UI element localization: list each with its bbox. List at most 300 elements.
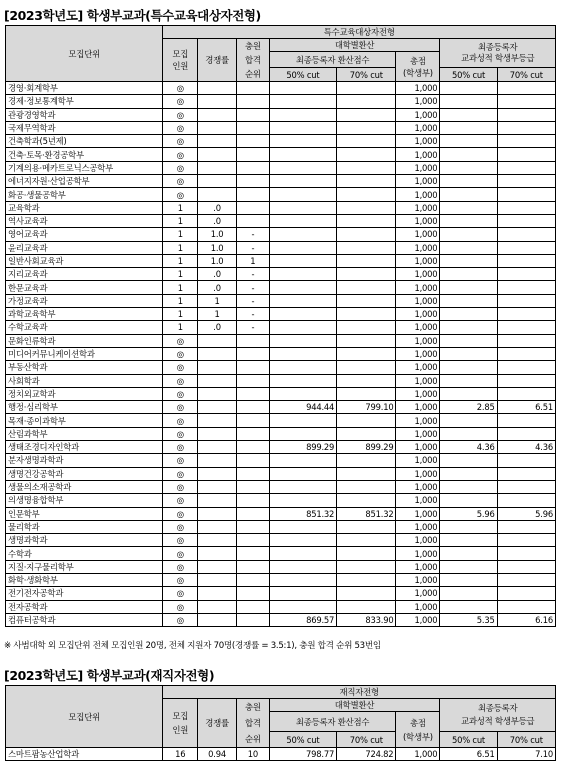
table-row [6, 454, 556, 467]
unit-cell: 부동산학과 [6, 361, 163, 374]
final-cut70-cell [497, 520, 555, 533]
total-cell: 1,000 [396, 494, 440, 507]
rank-cell [237, 454, 270, 467]
ratio-cell [198, 467, 237, 480]
unit-cell: 스마트팜농산업학과 [6, 748, 163, 761]
converted-cut50-cell [269, 347, 336, 360]
unit-cell: 인문학부 [6, 507, 163, 520]
rank-cell [237, 82, 270, 95]
header-converted: 대학별환산 [269, 39, 440, 52]
ratio-cell: 1 [198, 294, 237, 307]
rank-cell [237, 201, 270, 214]
table-row [6, 214, 556, 227]
quota-cell: ◎ [163, 347, 198, 360]
rank-cell [237, 494, 270, 507]
unit-cell: 산림과학부 [6, 427, 163, 440]
header-cut70: 70% cut [337, 68, 396, 82]
table-row [6, 135, 556, 148]
final-cut50-cell [440, 361, 497, 374]
header-total-sub: (학생부) [402, 731, 433, 742]
header-final-sub: 교과성적 학생부등급 [460, 53, 535, 63]
header-ratio: 경쟁률 [198, 39, 237, 82]
quota-cell: 16 [163, 748, 198, 761]
final-cut50-cell [440, 427, 497, 440]
unit-cell: 사회학과 [6, 374, 163, 387]
total-cell: 1,000 [396, 294, 440, 307]
final-cut50-cell: 5.96 [440, 507, 497, 520]
final-cut70-cell [497, 268, 555, 281]
rank-cell [237, 347, 270, 360]
final-cut50-cell [440, 214, 497, 227]
final-cut70-cell [497, 600, 555, 613]
converted-cut50-cell [269, 321, 336, 334]
ratio-cell: 1.0 [198, 228, 237, 241]
header-cut50: 50% cut [269, 68, 336, 82]
table-row [6, 441, 556, 454]
ratio-cell: 0.94 [198, 748, 237, 761]
converted-cut50-cell [269, 600, 336, 613]
converted-cut70-cell [337, 175, 396, 188]
table-row [6, 613, 556, 626]
final-cut50-cell: 6.51 [440, 748, 497, 761]
ratio-cell [198, 427, 237, 440]
header-quota: 모집 인원 [163, 699, 198, 748]
ratio-cell [198, 520, 237, 533]
converted-cut50-cell [269, 534, 336, 547]
header-group: 재직자전형 [163, 686, 556, 699]
unit-cell: 행정·심리학부 [6, 401, 163, 414]
header-unit: 모집단위 [6, 26, 163, 82]
converted-cut70-cell [337, 121, 396, 134]
rank-cell [237, 547, 270, 560]
final-cut50-cell [440, 347, 497, 360]
converted-cut50-cell [269, 467, 336, 480]
ratio-cell [198, 414, 237, 427]
rank-cell [237, 587, 270, 600]
header-quota: 모집 인원 [163, 39, 198, 82]
final-cut50-cell [440, 374, 497, 387]
final-cut50-cell [440, 254, 497, 267]
final-cut70-cell [497, 241, 555, 254]
rank-cell [237, 374, 270, 387]
final-cut70-cell [497, 587, 555, 600]
rank-cell: - [237, 321, 270, 334]
table-row [6, 507, 556, 520]
converted-cut70-cell: 799.10 [337, 401, 396, 414]
converted-cut70-cell [337, 135, 396, 148]
rank-cell: - [237, 281, 270, 294]
quota-cell: 1 [163, 241, 198, 254]
converted-cut70-cell [337, 201, 396, 214]
total-cell: 1,000 [396, 374, 440, 387]
quota-cell: ◎ [163, 600, 198, 613]
table-row [6, 547, 556, 560]
converted-cut70-cell [337, 214, 396, 227]
unit-cell: 분자생명과학과 [6, 454, 163, 467]
rank-cell [237, 334, 270, 347]
rank-cell: - [237, 308, 270, 321]
unit-cell: 화학·생화학부 [6, 573, 163, 586]
total-cell: 1,000 [396, 175, 440, 188]
rank-cell [237, 401, 270, 414]
final-cut70-cell [497, 95, 555, 108]
converted-cut70-cell [337, 454, 396, 467]
quota-cell: 1 [163, 214, 198, 227]
final-cut70-cell [497, 414, 555, 427]
converted-cut70-cell [337, 228, 396, 241]
final-cut50-cell [440, 547, 497, 560]
final-cut70-cell [497, 374, 555, 387]
total-cell: 1,000 [396, 268, 440, 281]
converted-cut50-cell [269, 135, 336, 148]
converted-cut50-cell [269, 281, 336, 294]
table-row [6, 573, 556, 586]
converted-cut50-cell [269, 241, 336, 254]
rank-cell [237, 507, 270, 520]
table-row [6, 188, 556, 201]
header-total-label: 총점 [410, 55, 426, 66]
total-cell: 1,000 [396, 121, 440, 134]
unit-cell: 경영·회계학부 [6, 82, 163, 95]
converted-cut50-cell [269, 228, 336, 241]
final-cut70-cell [497, 108, 555, 121]
header-unit: 모집단위 [6, 686, 163, 748]
ratio-cell [198, 121, 237, 134]
total-cell: 1,000 [396, 454, 440, 467]
converted-cut70-cell [337, 414, 396, 427]
table-row [6, 334, 556, 347]
unit-cell: 영어교육과 [6, 228, 163, 241]
converted-cut70-cell: 851.32 [337, 507, 396, 520]
unit-cell: 의생명융합학부 [6, 494, 163, 507]
converted-cut70-cell [337, 520, 396, 533]
total-cell: 1,000 [396, 613, 440, 626]
header-final-cut70: 70% cut [497, 68, 555, 82]
footnote: ※ 사범대학 외 모집단위 전체 모집인원 20명, 전체 지원자 70명(경쟁률 = 3.5:1), 충원 합격 순위 53번임 [4, 641, 381, 651]
total-cell: 1,000 [396, 347, 440, 360]
quota-cell: ◎ [163, 480, 198, 493]
converted-cut70-cell [337, 241, 396, 254]
total-cell: 1,000 [396, 401, 440, 414]
header-cut50: 50% cut [269, 732, 336, 748]
final-cut50-cell [440, 520, 497, 533]
final-cut70-cell: 7.10 [497, 748, 555, 761]
quota-cell: ◎ [163, 387, 198, 400]
converted-cut50-cell [269, 414, 336, 427]
converted-cut70-cell [337, 95, 396, 108]
ratio-cell [198, 334, 237, 347]
total-cell: 1,000 [396, 467, 440, 480]
rank-cell [237, 121, 270, 134]
rank-cell [237, 613, 270, 626]
unit-cell: 가정교육과 [6, 294, 163, 307]
converted-cut70-cell [337, 161, 396, 174]
rank-cell [237, 480, 270, 493]
ratio-cell [198, 547, 237, 560]
unit-cell: 전자공학과 [6, 600, 163, 613]
final-cut70-cell [497, 547, 555, 560]
converted-cut70-cell [337, 467, 396, 480]
converted-cut70-cell [337, 494, 396, 507]
final-cut50-cell [440, 308, 497, 321]
quota-cell: ◎ [163, 108, 198, 121]
table-row [6, 95, 556, 108]
converted-cut50-cell [269, 148, 336, 161]
total-cell: 1,000 [396, 161, 440, 174]
total-cell: 1,000 [396, 507, 440, 520]
ratio-cell [198, 347, 237, 360]
final-cut50-cell [440, 201, 497, 214]
header-final-cut50: 50% cut [440, 68, 497, 82]
total-cell: 1,000 [396, 480, 440, 493]
total-cell: 1,000 [396, 95, 440, 108]
ratio-cell [198, 188, 237, 201]
table-row [6, 121, 556, 134]
final-cut70-cell [497, 560, 555, 573]
quota-cell: ◎ [163, 613, 198, 626]
final-cut50-cell [440, 587, 497, 600]
table-row [6, 228, 556, 241]
converted-cut50-cell [269, 520, 336, 533]
rank-cell: 10 [236, 748, 269, 761]
converted-cut50-cell: 869.57 [269, 613, 336, 626]
converted-cut50-cell [269, 95, 336, 108]
final-cut70-cell [497, 334, 555, 347]
quota-cell: ◎ [163, 82, 198, 95]
ratio-cell [198, 480, 237, 493]
table-row [6, 387, 556, 400]
quota-cell: ◎ [163, 467, 198, 480]
total-cell: 1,000 [396, 600, 440, 613]
unit-cell: 미디어커뮤니케이션학과 [6, 347, 163, 360]
converted-cut70-cell [337, 374, 396, 387]
total-cell: 1,000 [396, 321, 440, 334]
converted-cut70-cell [337, 108, 396, 121]
quota-cell: ◎ [163, 135, 198, 148]
quota-cell: ◎ [163, 334, 198, 347]
converted-cut50-cell [269, 254, 336, 267]
final-cut70-cell [497, 188, 555, 201]
final-cut70-cell [497, 161, 555, 174]
table-body [6, 82, 556, 627]
table-row [6, 600, 556, 613]
header-final-label: 최종등록자 [477, 42, 518, 52]
converted-cut70-cell: 899.29 [337, 441, 396, 454]
final-cut50-cell [440, 494, 497, 507]
final-cut50-cell [440, 334, 497, 347]
ratio-cell: .0 [198, 281, 237, 294]
ratio-cell [198, 507, 237, 520]
ratio-cell [198, 587, 237, 600]
final-cut70-cell [497, 148, 555, 161]
quota-cell: 1 [163, 254, 198, 267]
final-cut70-cell [497, 281, 555, 294]
total-cell: 1,000 [396, 135, 440, 148]
final-cut70-cell [497, 347, 555, 360]
final-cut50-cell [440, 454, 497, 467]
converted-cut70-cell [337, 547, 396, 560]
table-row [6, 427, 556, 440]
total-cell: 1,000 [396, 241, 440, 254]
unit-cell: 생태조경디자인학과 [6, 441, 163, 454]
ratio-cell [198, 534, 237, 547]
final-cut70-cell [497, 467, 555, 480]
unit-cell: 전기전자공학과 [6, 587, 163, 600]
rank-cell [237, 188, 270, 201]
converted-cut50-cell [269, 121, 336, 134]
converted-cut50-cell [269, 480, 336, 493]
total-cell: 1,000 [396, 228, 440, 241]
rank-cell [237, 441, 270, 454]
converted-cut50-cell [269, 374, 336, 387]
table-row [6, 480, 556, 493]
final-cut50-cell [440, 241, 497, 254]
converted-cut50-cell [269, 361, 336, 374]
table-row [6, 374, 556, 387]
final-cut50-cell [440, 321, 497, 334]
ratio-cell [198, 175, 237, 188]
unit-cell: 문화인류학과 [6, 334, 163, 347]
total-cell: 1,000 [396, 560, 440, 573]
table-row [6, 748, 556, 761]
table-row [6, 254, 556, 267]
header-final-label: 최종등록자 [477, 703, 518, 713]
table-row [6, 467, 556, 480]
final-cut70-cell [497, 82, 555, 95]
unit-cell: 생명과학과 [6, 534, 163, 547]
converted-cut70-cell [337, 427, 396, 440]
table-row [6, 241, 556, 254]
final-cut70-cell [497, 201, 555, 214]
ratio-cell: 1 [198, 308, 237, 321]
total-cell: 1,000 [396, 201, 440, 214]
total-cell: 1,000 [396, 148, 440, 161]
ratio-cell [198, 148, 237, 161]
table-row [6, 401, 556, 414]
rank-cell [237, 214, 270, 227]
ratio-cell [198, 613, 237, 626]
ratio-cell [198, 108, 237, 121]
unit-cell: 에너지자원·산업공학부 [6, 175, 163, 188]
final-cut50-cell [440, 95, 497, 108]
converted-cut50-cell [269, 454, 336, 467]
header-total-sub: (학생부) [403, 67, 433, 78]
total-cell: 1,000 [396, 108, 440, 121]
ratio-cell [198, 573, 237, 586]
quota-cell: ◎ [163, 520, 198, 533]
final-cut70-cell [497, 480, 555, 493]
table-row [6, 494, 556, 507]
converted-cut50-cell [269, 427, 336, 440]
unit-cell: 과학교육학부 [6, 308, 163, 321]
total-cell: 1,000 [396, 387, 440, 400]
final-cut70-cell: 6.16 [497, 613, 555, 626]
converted-cut50-cell [269, 268, 336, 281]
total-cell: 1,000 [396, 254, 440, 267]
total-cell: 1,000 [396, 82, 440, 95]
unit-cell: 건축학과(5년제) [6, 135, 163, 148]
unit-cell: 한문교육과 [6, 281, 163, 294]
unit-cell: 기계의용·메카트로닉스공학부 [6, 161, 163, 174]
final-cut50-cell [440, 268, 497, 281]
rank-cell [237, 135, 270, 148]
unit-cell: 경제·정보통계학부 [6, 95, 163, 108]
unit-cell: 컴퓨터공학과 [6, 613, 163, 626]
ratio-cell [198, 454, 237, 467]
final-cut70-cell [497, 387, 555, 400]
header-total [396, 712, 440, 748]
converted-cut50-cell [269, 387, 336, 400]
header-cut70: 70% cut [337, 732, 396, 748]
unit-cell: 수학교육과 [6, 321, 163, 334]
final-cut70-cell [497, 175, 555, 188]
unit-cell: 역사교육과 [6, 214, 163, 227]
converted-cut70-cell [337, 308, 396, 321]
total-cell: 1,000 [396, 534, 440, 547]
ratio-cell [198, 560, 237, 573]
final-cut70-cell [497, 254, 555, 267]
quota-cell: ◎ [163, 374, 198, 387]
ratio-cell: .0 [198, 214, 237, 227]
ratio-cell [198, 95, 237, 108]
final-cut50-cell [440, 175, 497, 188]
quota-cell: ◎ [163, 494, 198, 507]
converted-cut70-cell [337, 480, 396, 493]
rank-cell [237, 161, 270, 174]
converted-cut50-cell: 851.32 [269, 507, 336, 520]
rank-cell [237, 148, 270, 161]
quota-cell: ◎ [163, 507, 198, 520]
final-cut70-cell [497, 573, 555, 586]
rank-cell [237, 467, 270, 480]
header-final-cut70: 70% cut [497, 732, 555, 748]
header-ratio: 경쟁률 [198, 699, 237, 748]
unit-cell: 건축·토목·환경공학부 [6, 148, 163, 161]
rank-cell: - [237, 268, 270, 281]
rank-cell [237, 534, 270, 547]
header-total-label: 총점 [410, 717, 426, 728]
converted-cut70-cell [337, 560, 396, 573]
header-final [440, 39, 556, 68]
final-cut50-cell [440, 135, 497, 148]
quota-cell: ◎ [163, 361, 198, 374]
ratio-cell: 1.0 [198, 241, 237, 254]
ratio-cell: .0 [198, 268, 237, 281]
final-cut50-cell [440, 414, 497, 427]
unit-cell: 교육학과 [6, 201, 163, 214]
converted-cut70-cell [337, 334, 396, 347]
total-cell: 1,000 [396, 520, 440, 533]
final-cut70-cell [497, 294, 555, 307]
table-row [6, 520, 556, 533]
converted-cut70-cell [337, 573, 396, 586]
table-row [6, 82, 556, 95]
section1-title: [2023학년도] 학생부교과(특수교육대상자전형) [4, 8, 261, 23]
table-row [6, 268, 556, 281]
table-row [6, 175, 556, 188]
final-cut70-cell [497, 121, 555, 134]
table-row [6, 148, 556, 161]
quota-cell: 1 [163, 201, 198, 214]
final-cut50-cell [440, 188, 497, 201]
total-cell: 1,000 [396, 573, 440, 586]
final-cut50-cell [440, 108, 497, 121]
ratio-cell [198, 387, 237, 400]
quota-cell: ◎ [163, 95, 198, 108]
total-cell: 1,000 [396, 427, 440, 440]
quota-cell: 1 [163, 321, 198, 334]
converted-cut70-cell [337, 254, 396, 267]
